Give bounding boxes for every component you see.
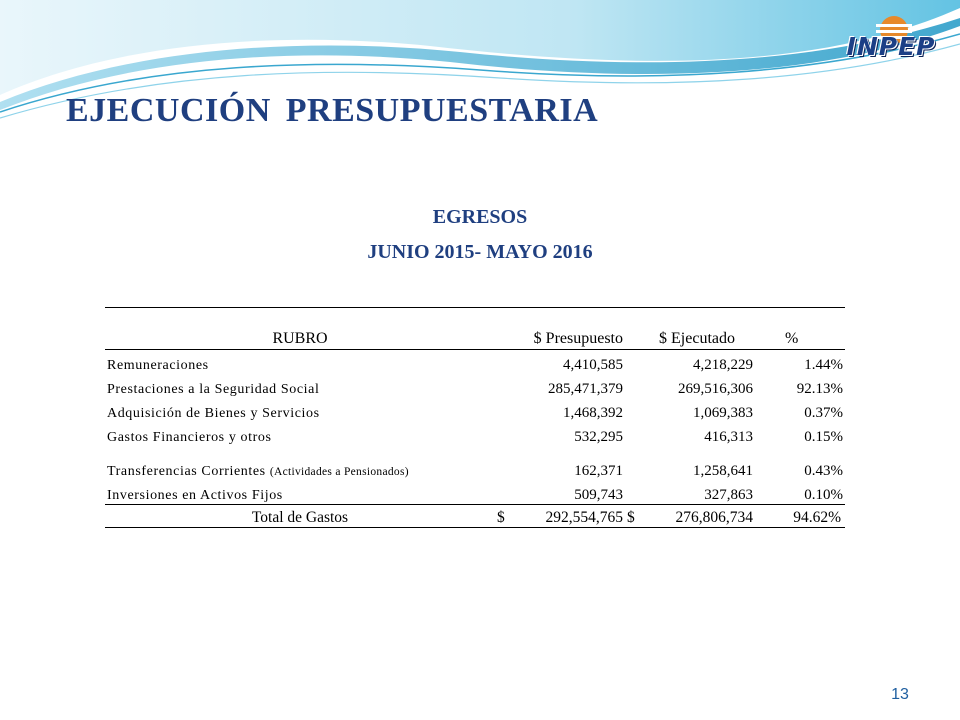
total-ejecutado-cell <box>625 505 755 528</box>
table-row <box>105 374 845 398</box>
ejecutado-cell: 327,863 <box>704 487 753 503</box>
rubro-label: Transferencias Corrientes <box>107 464 266 479</box>
total-percent: 94.62% <box>755 505 845 528</box>
total-label: Total de Gastos <box>105 505 495 528</box>
rubro-cell: Adquisición de Bienes y Servicios <box>107 406 320 421</box>
total-presupuesto-cell <box>495 505 625 528</box>
ejecutado-cell: 416,313 <box>704 429 753 445</box>
inpep-logo <box>836 10 946 62</box>
rubro-cell: Prestaciones a la Seguridad Social <box>107 382 320 397</box>
table-row <box>105 480 845 505</box>
header-presupuesto: $ Presupuesto <box>495 308 625 350</box>
page-title: EJECUCIÓN PRESUPUESTARIA <box>66 92 599 129</box>
percent-cell: 0.43% <box>804 463 843 479</box>
header-ejecutado: $ Ejecutado <box>625 308 755 350</box>
presupuesto-cell: 532,295 <box>574 429 623 445</box>
header-rubro: RUBRO <box>105 308 495 350</box>
header-percent: % <box>755 308 845 350</box>
rubro-cell: Gastos Financieros y otros <box>107 430 272 445</box>
rubro-cell: Inversiones en Activos Fijos <box>107 488 283 503</box>
percent-cell: 0.37% <box>804 405 843 421</box>
logo-wordmark: INPEP <box>846 32 936 61</box>
total-row <box>105 505 845 528</box>
presupuesto-cell: 4,410,585 <box>563 357 623 373</box>
table-row <box>105 446 845 480</box>
total-presupuesto: 292,554,765 <box>545 509 623 526</box>
currency-symbol: $ <box>497 509 505 526</box>
presupuesto-cell: 509,743 <box>574 487 623 503</box>
section-subtitle: EGRESOS <box>432 206 528 228</box>
rubro-note: (Actividades a Pensionados) <box>269 466 409 478</box>
presupuesto-cell: 285,471,379 <box>548 381 623 397</box>
currency-symbol: $ <box>627 509 635 526</box>
total-ejecutado: 276,806,734 <box>675 509 753 526</box>
table-row <box>105 398 845 422</box>
table-row <box>105 350 845 375</box>
page-number: 13 <box>891 686 909 703</box>
ejecutado-cell: 4,218,229 <box>693 357 753 373</box>
presupuesto-cell: 162,371 <box>574 463 623 479</box>
rubro-cell: Remuneraciones <box>107 358 209 373</box>
ejecutado-cell: 1,258,641 <box>693 463 753 479</box>
rubro-cell <box>105 446 495 480</box>
period-subtitle: JUNIO 2015- MAYO 2016 <box>367 241 593 263</box>
percent-cell: 0.10% <box>804 487 843 503</box>
table-row <box>105 422 845 446</box>
ejecutado-cell: 269,516,306 <box>678 381 753 397</box>
budget-execution-table <box>105 307 845 528</box>
percent-cell: 92.13% <box>796 381 843 397</box>
table-header-row <box>105 308 845 350</box>
presupuesto-cell: 1,468,392 <box>563 405 623 421</box>
percent-cell: 0.15% <box>804 429 843 445</box>
percent-cell: 1.44% <box>804 357 843 373</box>
ejecutado-cell: 1,069,383 <box>693 405 753 421</box>
